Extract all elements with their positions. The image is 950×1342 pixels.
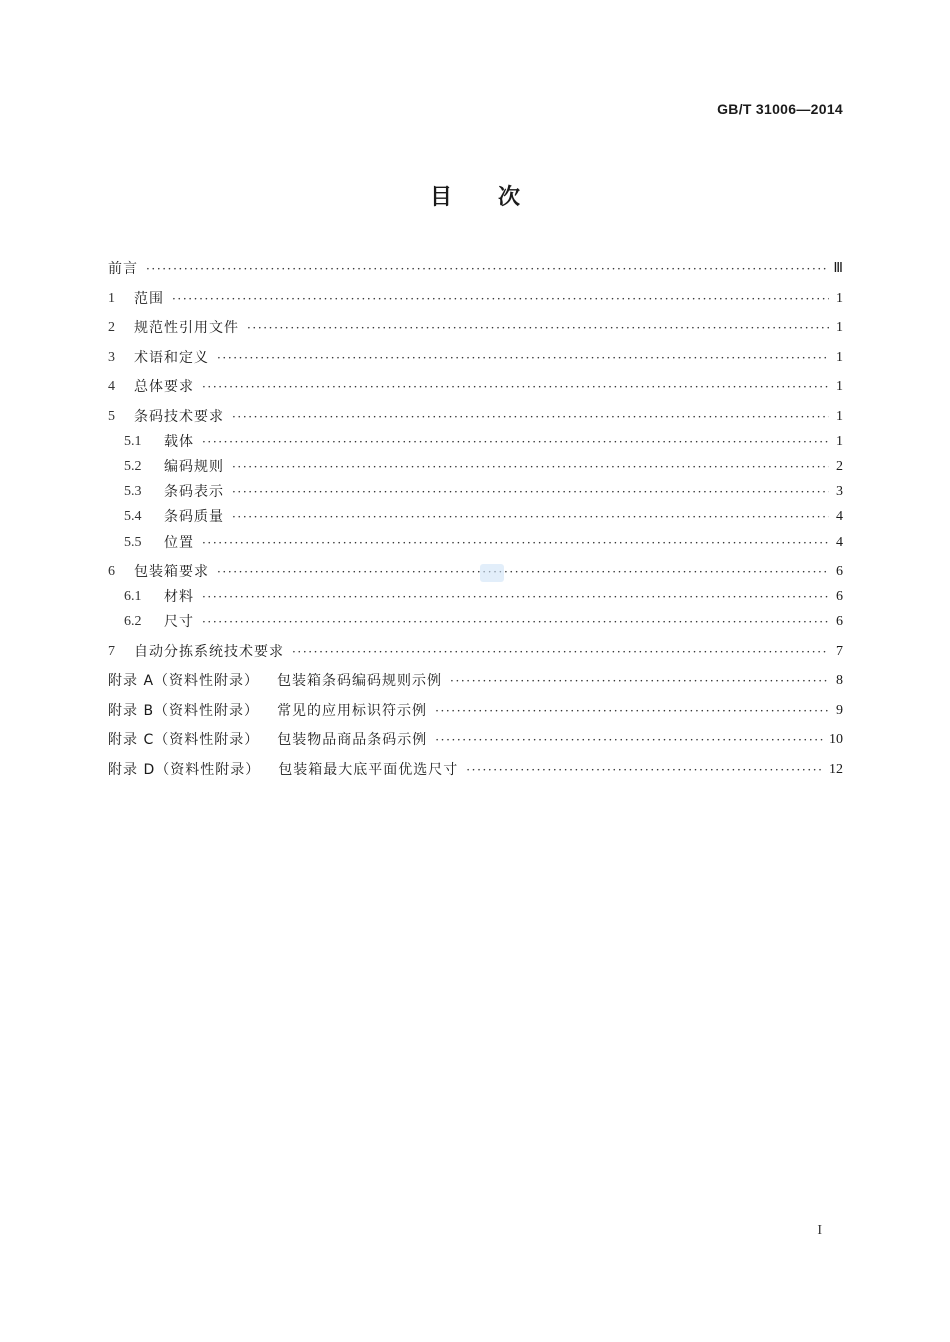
annex-label: 附录 C（资料性附录） [108, 732, 260, 748]
toc-entry-number: 5.2 [124, 459, 142, 474]
toc-entry-page: 8 [836, 673, 843, 688]
toc-entry-number: 2 [108, 320, 115, 335]
toc-entry-title: 术语和定义 [134, 350, 209, 366]
dot-leader [172, 288, 829, 310]
toc-entry-page: 4 [836, 535, 843, 550]
toc-entry-page: 2 [836, 459, 843, 474]
dot-leader [232, 481, 829, 503]
toc-entry-page: 3 [836, 484, 843, 499]
toc-entry-number: 1 [108, 291, 115, 306]
toc-entry-title: 前言 [108, 261, 138, 277]
dot-leader [232, 506, 829, 528]
watermark-mark [480, 564, 504, 582]
toc-entry-title: 总体要求 [134, 379, 194, 395]
toc-entry-number: 5.5 [124, 535, 142, 550]
dot-leader [232, 456, 829, 478]
page-title [0, 180, 950, 211]
toc-entry-5-4[interactable] [108, 506, 843, 528]
dot-leader [232, 406, 829, 428]
toc-entry-page: 1 [836, 320, 843, 335]
annex-title: 包装箱条码编码规则示例 [277, 673, 443, 689]
annex-label: 附录 B（资料性附录） [108, 703, 260, 719]
toc-entry-5-2[interactable] [108, 456, 843, 478]
toc-entry-page: Ⅲ [833, 261, 843, 276]
title-char-2: 次 [498, 185, 521, 210]
toc-entry-2[interactable] [108, 317, 843, 339]
toc-entry-number: 4 [108, 379, 115, 394]
dot-leader [435, 729, 823, 751]
toc-entry-6-2[interactable] [108, 611, 843, 633]
toc-entry-page: 4 [836, 509, 843, 524]
toc-entry-page: 1 [836, 291, 843, 306]
toc-entry-title: 条码质量 [164, 509, 224, 525]
toc-entry-title: 位置 [164, 535, 194, 551]
toc-entry-page: 1 [836, 434, 843, 449]
toc-entry-title: 载体 [164, 434, 194, 450]
title-char-1: 目 [429, 185, 452, 210]
dot-leader [247, 317, 829, 339]
dot-leader [202, 586, 829, 608]
toc-entry-number: 5.1 [124, 434, 142, 449]
toc-entry-6[interactable] [108, 561, 843, 583]
annex-title: 包装物品商品条码示例 [277, 732, 428, 748]
toc-entry-6-1[interactable] [108, 586, 843, 608]
toc-entry-number: 3 [108, 350, 115, 365]
dot-leader [292, 641, 829, 663]
toc-entry-5-3[interactable] [108, 481, 843, 503]
dot-leader [202, 376, 829, 398]
standard-code: GB/T 31006—2014 [717, 101, 843, 117]
dot-leader [202, 611, 829, 633]
dot-leader [450, 670, 829, 692]
toc-entry-5[interactable] [108, 406, 843, 428]
toc-entry-4[interactable] [108, 376, 843, 398]
annex-label: 附录 A（资料性附录） [108, 673, 260, 689]
toc-entry-page: 1 [836, 409, 843, 424]
toc-entry-title: 条码表示 [164, 484, 224, 500]
toc-entry-page: 6 [836, 589, 843, 604]
toc-entry-title: 自动分拣系统技术要求 [134, 644, 284, 660]
dot-leader [435, 700, 829, 722]
toc-entry-5-5[interactable] [108, 532, 843, 554]
toc-entry-title: 规范性引用文件 [134, 320, 239, 336]
annex-title: 常见的应用标识符示例 [277, 703, 428, 719]
toc-entry-page: 1 [836, 350, 843, 365]
toc-entry-title: 编码规则 [164, 459, 224, 475]
toc-entry-title: 范围 [134, 291, 164, 307]
toc-entry-page: 9 [836, 703, 843, 718]
dot-leader [146, 258, 827, 280]
toc-entry-annex-d[interactable] [108, 759, 843, 781]
dot-leader [217, 561, 829, 583]
toc-entry-page: 6 [836, 614, 843, 629]
toc-entry-annex-c[interactable] [108, 729, 843, 751]
toc-entry-page: 7 [836, 644, 843, 659]
annex-title: 包装箱最大底平面优选尺寸 [278, 762, 459, 778]
toc-entry-number: 6.1 [124, 589, 142, 604]
toc-entry-title: 条码技术要求 [134, 409, 224, 425]
dot-leader [202, 532, 829, 554]
toc-entry-number: 7 [108, 644, 115, 659]
annex-label: 附录 D（资料性附录） [108, 762, 261, 778]
toc-entry-7[interactable] [108, 641, 843, 663]
toc-entry-page: 10 [829, 732, 843, 747]
toc-entry-number: 5 [108, 409, 115, 424]
toc-entry-number: 5.3 [124, 484, 142, 499]
page-number: I [817, 1223, 822, 1238]
toc-entry-5-1[interactable] [108, 431, 843, 453]
toc-entry-foreword[interactable] [108, 258, 843, 280]
dot-leader [217, 347, 829, 369]
dot-leader [466, 759, 823, 781]
toc-entry-1[interactable] [108, 288, 843, 310]
toc-entry-title: 包装箱要求 [134, 564, 209, 580]
toc-entry-number: 6 [108, 564, 115, 579]
toc-entry-page: 1 [836, 379, 843, 394]
toc-entry-number: 6.2 [124, 614, 142, 629]
toc-entry-title: 尺寸 [164, 614, 194, 630]
toc-entry-3[interactable] [108, 347, 843, 369]
dot-leader [202, 431, 829, 453]
toc-entry-number: 5.4 [124, 509, 142, 524]
toc-entry-annex-b[interactable] [108, 700, 843, 722]
toc-entry-page: 12 [829, 762, 843, 777]
toc-entry-annex-a[interactable] [108, 670, 843, 692]
toc-entry-page: 6 [836, 564, 843, 579]
toc-entry-title: 材料 [164, 589, 194, 605]
